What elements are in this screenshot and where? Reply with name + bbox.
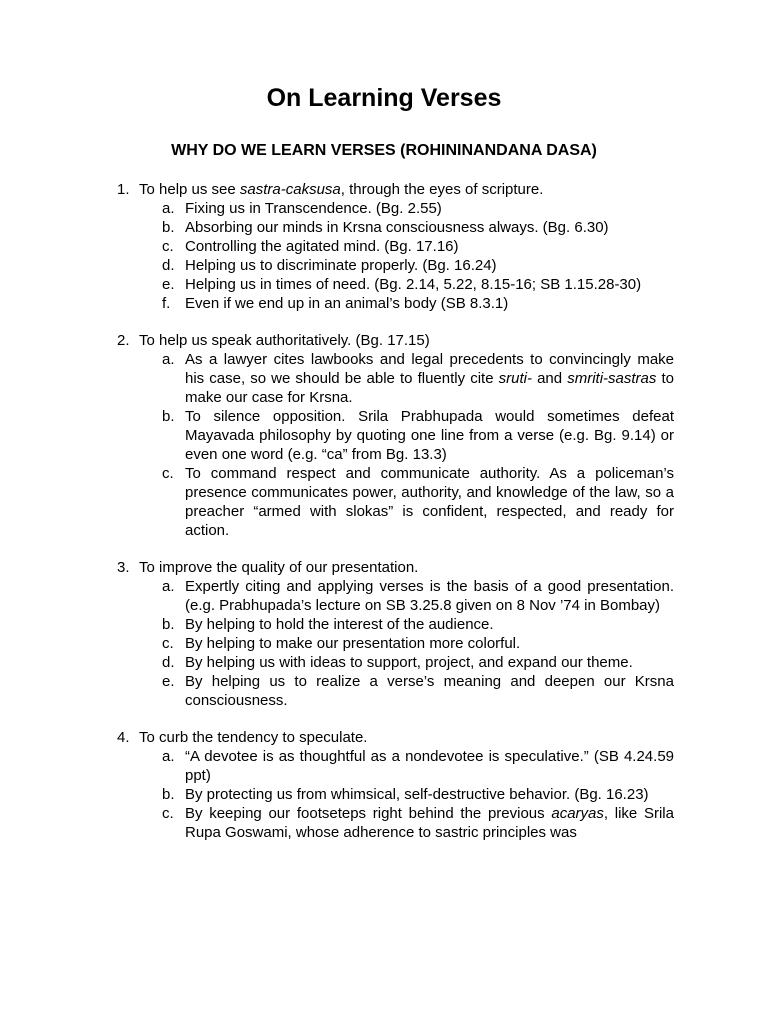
list-item [162, 350, 674, 407]
list-section-1 [117, 180, 674, 313]
item-letter: c. [162, 805, 174, 822]
item-text [185, 350, 674, 407]
list-item [162, 615, 674, 634]
item-text: To command respect and communicate authority. As a policeman’s presence communicates power, authority, and knowledge of the law, so a preacher “armed with slokas” is confident, respected, and ready for action. [185, 465, 674, 539]
item-text: By protecting us from whimsical, self-destructive behavior. (Bg. 16.23) [185, 786, 649, 803]
page-title: On Learning Verses [266, 84, 502, 112]
emphasis-text: acaryas [551, 805, 604, 822]
item-text: Even if we end up in an animal’s body (SB 8.3.1) [185, 295, 509, 312]
item-letter: b. [162, 219, 175, 236]
item-text: To silence opposition. Srila Prabhupada would sometimes defeat Mayavada philosophy by quoting one line from a verse (e.g. Bg. 9.14) or even one word (e.g. “ca” from Bg. 13.3) [185, 408, 674, 463]
sub-list [162, 199, 674, 313]
text-run: By keeping our footseteps right behind the previous [185, 805, 552, 822]
list-section-3 [117, 558, 674, 710]
section-text [139, 180, 674, 199]
section-number: 4. [117, 729, 130, 746]
item-letter: c. [162, 635, 174, 652]
item-text [185, 804, 674, 842]
item-letter: e. [162, 673, 175, 690]
section-text: To curb the tendency to speculate. [139, 729, 368, 746]
text-run: , through the eyes of scripture. [340, 181, 544, 198]
list-item [162, 672, 674, 710]
item-letter: e. [162, 276, 175, 293]
list-section-2 [117, 331, 674, 540]
section-number: 3. [117, 559, 130, 576]
text-run: , like Srila Rupa Goswami, whose adherence to sastric principles was [185, 805, 674, 841]
section-heading [117, 331, 674, 350]
section-number: 1. [117, 181, 130, 198]
section-text: To help us speak authoritatively. (Bg. 17.15) [139, 332, 430, 349]
item-text: Expertly citing and applying verses is the basis of a good presentation. (e.g. Prabhupada’s lecture on SB 3.25.8 given on 8 Nov ’74 in Bombay) [185, 578, 674, 614]
item-letter: a. [162, 200, 175, 217]
list-item [162, 804, 674, 842]
list-item [162, 256, 674, 275]
list-item [162, 218, 674, 237]
list-item [162, 634, 674, 653]
item-text: By helping us with ideas to support, project, and expand our theme. [185, 654, 633, 671]
item-letter: a. [162, 578, 175, 595]
emphasis-text: sastra-caksusa [239, 181, 341, 198]
item-letter: d. [162, 257, 175, 274]
item-letter: b. [162, 616, 175, 633]
item-letter: a. [162, 748, 175, 765]
item-text: By helping to make our presentation more colorful. [185, 635, 521, 652]
item-letter: c. [162, 465, 174, 482]
text-run: and [531, 370, 568, 387]
list-item [162, 237, 674, 256]
text-run: To help us see [139, 181, 240, 198]
item-letter: b. [162, 786, 175, 803]
item-letter: c. [162, 238, 174, 255]
emphasis-text: smriti-sastras [567, 370, 657, 387]
item-text: Controlling the agitated mind. (Bg. 17.16) [185, 238, 459, 255]
list-item [162, 464, 674, 540]
item-text: Helping us in times of need. (Bg. 2.14, 5.22, 8.15-16; SB 1.15.28-30) [185, 276, 642, 293]
list-item [162, 747, 674, 785]
emphasis-text: sruti- [498, 370, 532, 387]
list-item [162, 407, 674, 464]
item-letter: d. [162, 654, 175, 671]
item-text: Absorbing our minds in Krsna consciousness always. (Bg. 6.30) [185, 219, 609, 236]
list-item [162, 294, 674, 313]
list-item [162, 785, 674, 804]
list-item [162, 275, 674, 294]
list-item [162, 577, 674, 615]
item-text: “A devotee is as thoughtful as a nondevotee is speculative.” (SB 4.24.59 ppt) [185, 748, 674, 784]
section-heading [117, 728, 674, 747]
item-text: Helping us to discriminate properly. (Bg. 16.24) [185, 257, 497, 274]
item-letter: f. [162, 295, 171, 312]
text-run: to make our case for Krsna. [185, 370, 674, 406]
sub-list [162, 577, 674, 710]
document-body [117, 180, 674, 860]
item-text: By helping to hold the interest of the audience. [185, 616, 494, 633]
list-item [162, 199, 674, 218]
list-section-4 [117, 728, 674, 842]
section-heading [117, 558, 674, 577]
sub-list [162, 350, 674, 540]
section-text: To improve the quality of our presentation. [139, 559, 419, 576]
section-heading [117, 180, 674, 199]
list-item [162, 653, 674, 672]
text-run: As a lawyer cites lawbooks and legal precedents to convincingly make his case, so we should be able to fluently cite [185, 351, 674, 387]
section-subtitle: WHY DO WE LEARN VERSES (ROHININANDANA DASA) [171, 142, 597, 159]
item-text: Fixing us in Transcendence. (Bg. 2.55) [185, 200, 442, 217]
item-text: By helping us to realize a verse’s meaning and deepen our Krsna consciousness. [185, 673, 674, 709]
item-letter: b. [162, 408, 175, 425]
section-number: 2. [117, 332, 130, 349]
sub-list [162, 747, 674, 842]
item-letter: a. [162, 351, 175, 368]
